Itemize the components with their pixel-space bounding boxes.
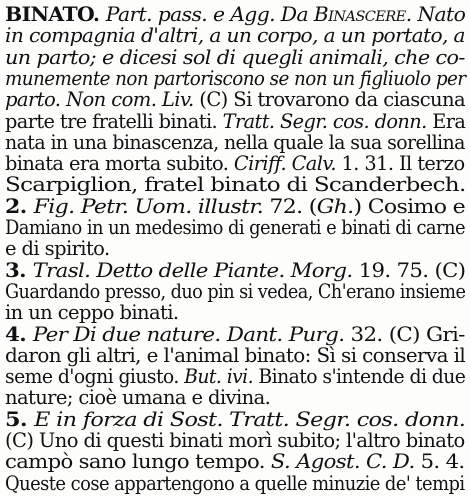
entry-text: 72. ( — [263, 194, 317, 218]
entry-citation: parto. Non com. Liv. — [5, 88, 194, 112]
entry-text: 19. 75. (C) — [352, 258, 466, 282]
entry-citation: Trasl. Detto delle Piante. Morg. — [32, 258, 353, 282]
entry-text: Scarpiglion, fratel binato di Scanderbech. — [5, 173, 466, 197]
entry-line — [5, 471, 465, 496]
entry-citation: Part. pass. e Agg. Da — [105, 3, 314, 26]
entry-text: (C) Si trovarono da ciascuna — [193, 88, 466, 112]
entry-text: nata in una binascenza, nella quale la sua sorellina — [5, 130, 465, 154]
entry-text: parte tre fratelli binati. — [5, 109, 223, 133]
entry-text: Queste cose appartengono a quelle minuzie de' tempi — [5, 471, 465, 495]
entry-text: Guardando presso, duo pin si vedea, Ch'erano insieme — [5, 279, 466, 303]
entry-citation: Gh. — [316, 194, 354, 218]
entry-text: binata era morta subito. — [5, 152, 234, 176]
entry-text: (C) Uno di questi binati morì subito; l'altro binato — [5, 429, 465, 452]
entry-headword: BINATO — [5, 3, 93, 26]
entry-reference: Binascere — [313, 3, 406, 26]
entry-citation: Ciriff. Calv. — [233, 152, 336, 176]
entry-citation: E in forza di Sost. Tratt. Segr. cos. donn. — [34, 407, 466, 431]
entry-citation: in compagnia d'altri, a un corpo, a un portato, a — [5, 24, 465, 48]
entry-text: 32. (C) Gri- — [344, 322, 465, 346]
entry-citation: But. ivi. — [184, 365, 254, 389]
entry-citation: munemente non partoriscono se non un figliuolo per — [5, 66, 466, 90]
entry-text: in un ceppo binati. — [5, 301, 179, 325]
entry-text: daron gli altri, e l'animal binato: Sì si conserva il — [5, 343, 466, 367]
entry-text: e di spirito. — [5, 237, 110, 261]
entry-text: 1. 31. Il terzo — [335, 152, 465, 176]
entry-citation: Fig. Petr. Uom. illustr. — [33, 194, 264, 218]
entry-citation: S. Agost. C. D. — [270, 450, 415, 474]
entry-text: Binato s'intende di due — [253, 365, 466, 389]
entry-text: seme d'ogni giusto. — [5, 365, 185, 389]
sense-number: 2. — [5, 194, 34, 218]
sense-number: . — [92, 3, 106, 26]
entry-citation: Per Di due nature. Dant. Purg. — [32, 322, 345, 346]
entry-text: nature; cioè umana e divina. — [5, 386, 271, 410]
entry-citation: Tratt. Segr. cos. donn. — [222, 109, 427, 133]
sense-number: 3. — [5, 258, 33, 282]
entry-text: ) Cosimo e — [353, 194, 466, 218]
sense-number: 4. — [5, 322, 33, 346]
sense-number: 5. — [5, 407, 35, 431]
entry-text: 5. 4. — [414, 450, 465, 474]
entry-text: campò sano lungo tempo. — [5, 450, 271, 474]
entry-text: Era — [426, 109, 466, 133]
entry-citation: . Nato — [405, 3, 466, 26]
entry-text: Damiano in un medesimo di generati e binati di carne — [5, 216, 465, 239]
entry-citation: un parto; e dicesi sol di quegli animali, che co- — [5, 45, 465, 69]
